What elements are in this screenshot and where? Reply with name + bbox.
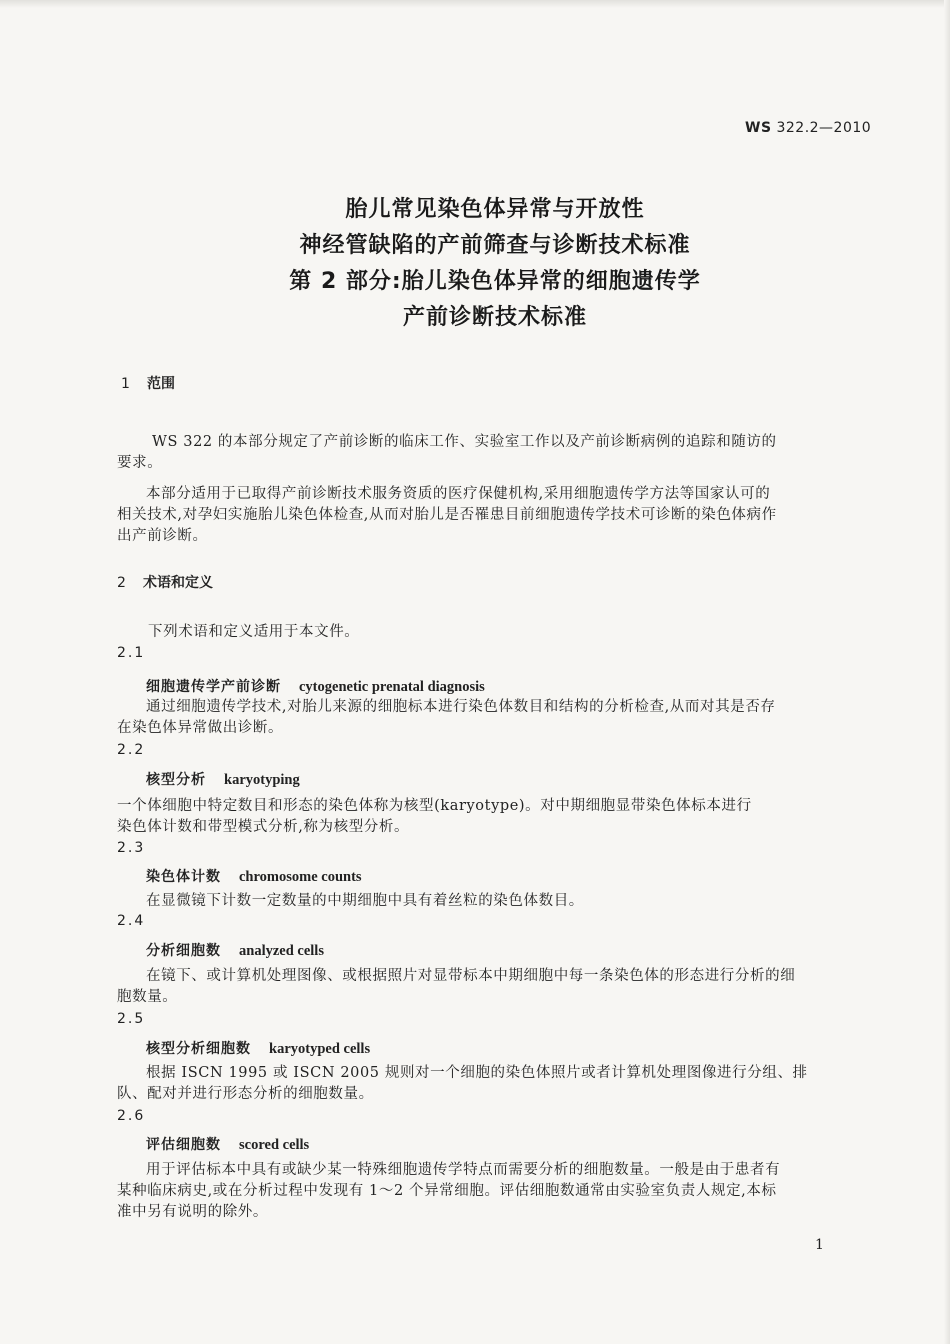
term-english: analyzed cells — [239, 943, 324, 959]
document-title — [0, 192, 950, 336]
title-line: 胎儿常见染色体异常与开放性 — [345, 197, 645, 222]
term-chinese: 评估细胞数 — [146, 1137, 221, 1153]
standard-code: WS 322.2—2010 — [745, 120, 872, 136]
clause-number: 2.3 — [117, 840, 146, 856]
section-heading-scope: 1 范围 — [121, 376, 175, 392]
term-entry — [146, 940, 324, 960]
term-english: cytogenetic prenatal diagnosis — [299, 679, 485, 695]
definition-line: 根据 ISCN 1995 或 ISCN 2005 规则对一个细胞的染色体照片或者计算机处理图像进行分组、排 — [146, 1065, 808, 1081]
paragraph-line: 下列术语和定义适用于本文件。 — [148, 624, 360, 640]
clause-number: 2.6 — [117, 1108, 146, 1124]
paragraph-line: 出产前诊断。 — [117, 528, 208, 544]
term-english: chromosome counts — [239, 869, 362, 885]
term-english: karyotyping — [224, 772, 300, 788]
title-line: 神经管缺陷的产前筛查与诊断技术标准 — [299, 233, 691, 258]
term-entry — [146, 676, 485, 696]
paragraph-line: 相关技术,对孕妇实施胎儿染色体检查,从而对胎儿是否罹患目前细胞遗传学技术可诊断的染色体病作 — [117, 507, 777, 523]
definition-line: 队、配对并进行形态分析的细胞数量。 — [117, 1086, 374, 1102]
term-entry — [146, 769, 300, 789]
definition-line: 一个体细胞中特定数目和形态的染色体称为核型(karyotype)。对中期细胞显带染色体标本进行 — [117, 798, 752, 814]
title-line: 产前诊断技术标准 — [402, 305, 587, 330]
paragraph-line: 本部分适用于已取得产前诊断技术服务资质的医疗保健机构,采用细胞遗传学方法等国家认可的 — [146, 486, 771, 502]
scan-edge — [0, 0, 950, 8]
definition-line: 在镜下、或计算机处理图像、或根据照片对显带标本中期细胞中每一条染色体的形态进行分析的细 — [146, 968, 796, 984]
term-entry — [146, 866, 362, 886]
term-chinese: 分析细胞数 — [146, 943, 221, 959]
definition-line: 用于评估标本中具有或缺少某一特殊细胞遗传学特点而需要分析的细胞数量。一般是由于患者有 — [146, 1162, 781, 1178]
term-chinese: 核型分析 — [146, 772, 206, 788]
clause-number: 2.5 — [117, 1011, 146, 1027]
term-chinese: 细胞遗传学产前诊断 — [146, 679, 281, 695]
clause-number: 2.2 — [117, 742, 146, 758]
term-english: karyotyped cells — [269, 1041, 371, 1057]
section-heading-terms: 2 术语和定义 — [117, 575, 213, 591]
clause-number: 2.1 — [117, 645, 146, 661]
definition-line: 通过细胞遗传学技术,对胎儿来源的细胞标本进行染色体数目和结构的分析检查,从而对其是否存 — [146, 699, 776, 715]
definition-line: 某种临床病史,或在分析过程中发现有 1～2 个异常细胞。评估细胞数通常由实验室负责人规定,本标 — [117, 1183, 777, 1199]
term-entry — [146, 1134, 309, 1154]
term-english: scored cells — [239, 1137, 310, 1153]
paragraph-line: 要求。 — [117, 455, 163, 471]
definition-line: 在染色体异常做出诊断。 — [117, 720, 284, 736]
page-number: 1 — [815, 1237, 824, 1253]
definition-line: 准中另有说明的除外。 — [117, 1204, 268, 1220]
definition-line: 染色体计数和带型模式分析,称为核型分析。 — [117, 819, 410, 835]
term-chinese: 核型分析细胞数 — [146, 1041, 251, 1057]
clause-number: 2.4 — [117, 913, 146, 929]
term-chinese: 染色体计数 — [146, 869, 221, 885]
definition-line: 在显微镜下计数一定数量的中期细胞中具有着丝粒的染色体数目。 — [146, 893, 584, 909]
definition-line: 胞数量。 — [117, 989, 178, 1005]
title-line: 第 2 部分:胎儿染色体异常的细胞遗传学 — [289, 269, 701, 294]
term-entry — [146, 1038, 370, 1058]
paragraph-line: WS 322 的本部分规定了产前诊断的临床工作、实验室工作以及产前诊断病例的追踪和随访的 — [152, 434, 777, 450]
